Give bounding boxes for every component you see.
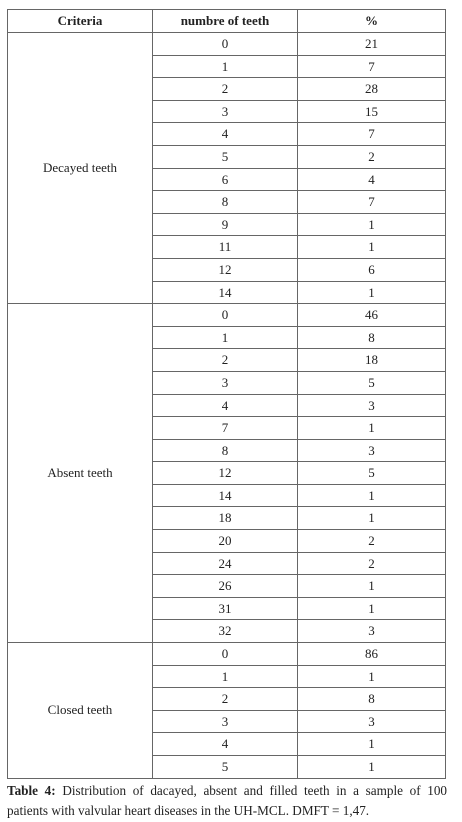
criteria-cell: Absent teeth — [8, 304, 153, 643]
percent-cell: 1 — [298, 281, 446, 304]
percent-cell: 1 — [298, 597, 446, 620]
teeth-count-cell: 8 — [153, 191, 298, 214]
percent-cell: 18 — [298, 349, 446, 372]
teeth-count-cell: 1 — [153, 665, 298, 688]
caption-text: Distribution of dacayed, absent and filled teeth in a sample of 100 patients with valvular heart diseases in the UH-MCL. DMFT = 1,47. — [7, 783, 448, 818]
teeth-count-cell: 24 — [153, 552, 298, 575]
percent-cell: 1 — [298, 213, 446, 236]
teeth-distribution-table — [7, 9, 446, 779]
teeth-count-cell: 5 — [153, 145, 298, 168]
percent-cell: 3 — [298, 439, 446, 462]
percent-cell: 1 — [298, 665, 446, 688]
percent-cell: 21 — [298, 33, 446, 56]
percent-cell: 8 — [298, 688, 446, 711]
percent-cell: 5 — [298, 462, 446, 485]
teeth-count-cell: 18 — [153, 507, 298, 530]
percent-cell: 1 — [298, 507, 446, 530]
percent-cell: 4 — [298, 168, 446, 191]
teeth-count-cell: 14 — [153, 484, 298, 507]
percent-cell: 1 — [298, 236, 446, 259]
table-row — [8, 33, 446, 56]
percent-cell: 7 — [298, 191, 446, 214]
percent-cell: 15 — [298, 100, 446, 123]
teeth-count-cell: 1 — [153, 326, 298, 349]
header-percent: % — [298, 10, 446, 33]
percent-cell: 1 — [298, 756, 446, 779]
teeth-count-cell: 11 — [153, 236, 298, 259]
teeth-count-cell: 7 — [153, 417, 298, 440]
percent-cell: 7 — [298, 123, 446, 146]
teeth-count-cell: 6 — [153, 168, 298, 191]
teeth-count-cell: 5 — [153, 756, 298, 779]
percent-cell: 6 — [298, 258, 446, 281]
percent-cell: 46 — [298, 304, 446, 327]
criteria-cell: Decayed teeth — [8, 33, 153, 304]
percent-cell: 28 — [298, 78, 446, 101]
teeth-count-cell: 0 — [153, 33, 298, 56]
percent-cell: 5 — [298, 371, 446, 394]
table-row — [8, 304, 446, 327]
caption-label: Table 4: — [7, 783, 56, 798]
percent-cell: 7 — [298, 55, 446, 78]
teeth-count-cell: 8 — [153, 439, 298, 462]
table-caption — [7, 781, 447, 821]
table-row — [8, 643, 446, 666]
percent-cell: 1 — [298, 575, 446, 598]
table-header — [8, 10, 446, 33]
percent-cell: 8 — [298, 326, 446, 349]
teeth-count-cell: 0 — [153, 643, 298, 666]
teeth-count-cell: 14 — [153, 281, 298, 304]
percent-cell: 1 — [298, 417, 446, 440]
teeth-count-cell: 9 — [153, 213, 298, 236]
teeth-count-cell: 32 — [153, 620, 298, 643]
teeth-count-cell: 4 — [153, 123, 298, 146]
percent-cell: 1 — [298, 484, 446, 507]
percent-cell: 3 — [298, 710, 446, 733]
teeth-count-cell: 3 — [153, 371, 298, 394]
percent-cell: 2 — [298, 530, 446, 553]
header-criteria: Criteria — [8, 10, 153, 33]
teeth-count-cell: 12 — [153, 258, 298, 281]
header-number-of-teeth: numbre of teeth — [153, 10, 298, 33]
percent-cell: 3 — [298, 620, 446, 643]
teeth-count-cell: 3 — [153, 710, 298, 733]
percent-cell: 86 — [298, 643, 446, 666]
percent-cell: 2 — [298, 145, 446, 168]
teeth-count-cell: 1 — [153, 55, 298, 78]
teeth-count-cell: 0 — [153, 304, 298, 327]
percent-cell: 3 — [298, 394, 446, 417]
teeth-count-cell: 2 — [153, 78, 298, 101]
header-row — [8, 10, 446, 33]
percent-cell: 1 — [298, 733, 446, 756]
teeth-count-cell: 4 — [153, 394, 298, 417]
teeth-count-cell: 20 — [153, 530, 298, 553]
teeth-count-cell: 26 — [153, 575, 298, 598]
teeth-count-cell: 3 — [153, 100, 298, 123]
teeth-count-cell: 4 — [153, 733, 298, 756]
table-body — [8, 33, 446, 779]
percent-cell: 2 — [298, 552, 446, 575]
teeth-count-cell: 12 — [153, 462, 298, 485]
criteria-cell: Closed teeth — [8, 643, 153, 779]
teeth-count-cell: 2 — [153, 349, 298, 372]
teeth-count-cell: 31 — [153, 597, 298, 620]
teeth-count-cell: 2 — [153, 688, 298, 711]
